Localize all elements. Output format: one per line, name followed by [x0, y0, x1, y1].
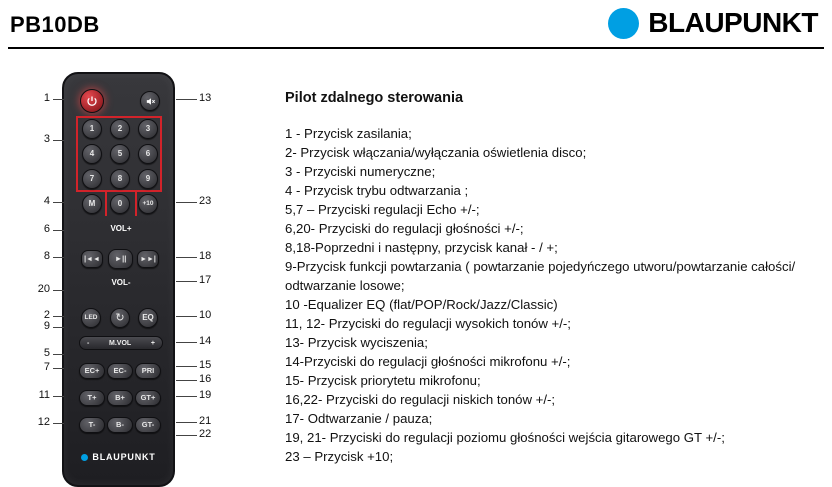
- callout-line: [53, 396, 64, 397]
- num-0-button[interactable]: 0: [110, 194, 130, 214]
- description-item: 19, 21- Przyciski do regulacji poziomu głośności wejścia gitarowego GT +/-;: [285, 430, 725, 445]
- blaupunkt-dot-icon: [81, 454, 88, 461]
- guitar-plus-button[interactable]: GT+: [135, 390, 161, 406]
- plus10-button[interactable]: +10: [138, 194, 158, 214]
- bass-plus-button[interactable]: B+: [107, 390, 133, 406]
- description-item: 2- Przycisk włączania/wyłączania oświetlenia disco;: [285, 145, 587, 160]
- description-item: 8,18-Poprzedni i następny, przycisk kanał - / +;: [285, 240, 558, 255]
- num-4-button[interactable]: 4: [82, 144, 102, 164]
- description-item: 5,7 – Przyciski regulacji Echo +/-;: [285, 202, 480, 217]
- description-item: 13- Przycisk wyciszenia;: [285, 335, 428, 350]
- callout-line: [176, 396, 197, 397]
- callout-line: [176, 342, 197, 343]
- callout-4: 4: [43, 195, 50, 207]
- callout-line: [53, 327, 64, 328]
- description-item: 17- Odtwarzanie / pauza;: [285, 411, 433, 426]
- blaupunkt-dot-icon: [608, 8, 639, 39]
- callout-16: 16: [199, 373, 212, 385]
- power-icon: [86, 95, 98, 107]
- volume-down-button[interactable]: VOL-: [101, 278, 141, 287]
- description-item: 4 - Przycisk trybu odtwarzania ;: [285, 183, 469, 198]
- led-button[interactable]: LED: [81, 308, 101, 328]
- remote-brand-text: BLAUPUNKT: [92, 452, 156, 462]
- callout-7: 7: [43, 361, 50, 373]
- treble-minus-button[interactable]: T-: [79, 417, 105, 433]
- guitar-minus-button[interactable]: GT-: [135, 417, 161, 433]
- callout-line: [53, 230, 64, 231]
- description-item: 10 -Equalizer EQ (flat/POP/Rock/Jazz/Classic): [285, 297, 558, 312]
- num-1-button[interactable]: 1: [82, 119, 102, 139]
- callout-line: [53, 423, 64, 424]
- priority-button[interactable]: PRI: [135, 363, 161, 379]
- callout-10: 10: [199, 309, 212, 321]
- echo-plus-button[interactable]: EC+: [79, 363, 105, 379]
- mute-speaker-icon: [145, 96, 156, 107]
- description-panel: [285, 90, 825, 466]
- callout-13: 13: [199, 92, 212, 104]
- treble-plus-button[interactable]: T+: [79, 390, 105, 406]
- callout-line: [176, 380, 197, 381]
- remote-brand-logo: [64, 452, 173, 462]
- brand-name: BLAUPUNKT: [648, 7, 818, 38]
- page-title: PB10DB: [10, 12, 100, 37]
- mic-volume-minus-label: -: [87, 339, 90, 347]
- callout-14: 14: [199, 335, 212, 347]
- callout-line: [176, 422, 197, 423]
- description-item: 23 – Przycisk +10;: [285, 449, 394, 464]
- callout-6: 6: [43, 223, 50, 235]
- echo-minus-button[interactable]: EC-: [107, 363, 133, 379]
- callout-1: 1: [43, 92, 50, 104]
- callout-line: [53, 202, 64, 203]
- mic-volume-rocker[interactable]: [79, 336, 163, 350]
- callout-line: [53, 99, 64, 100]
- mic-volume-label: M.VOL: [109, 339, 132, 347]
- repeat-button[interactable]: ↻: [110, 308, 130, 328]
- remote-control: [62, 72, 175, 487]
- callout-2: 2: [43, 309, 50, 321]
- description-item: 11, 12- Przyciski do regulacji wysokich tonów +/-;: [285, 316, 571, 331]
- callout-19: 19: [199, 389, 212, 401]
- previous-track-button[interactable]: |◄◄: [81, 250, 103, 268]
- next-track-button[interactable]: ►►|: [137, 250, 159, 268]
- callout-23: 23: [199, 195, 212, 207]
- description-item: 6,20- Przyciski do regulacji głośności +/-;: [285, 221, 524, 236]
- num-9-button[interactable]: 9: [138, 169, 158, 189]
- num-7-button[interactable]: 7: [82, 169, 102, 189]
- brand-logo: [608, 7, 818, 39]
- header-divider: [8, 47, 824, 49]
- description-item: 16,22- Przyciski do regulacji niskich tonów +/-;: [285, 392, 556, 407]
- description-item: 15- Przycisk priorytetu mikrofonu;: [285, 373, 481, 388]
- num-8-button[interactable]: 8: [110, 169, 130, 189]
- play-pause-button[interactable]: ►||: [108, 249, 133, 269]
- callout-20: 20: [37, 283, 50, 295]
- callout-line: [53, 140, 64, 141]
- callout-17: 17: [199, 274, 212, 286]
- volume-up-button[interactable]: VOL+: [101, 224, 141, 233]
- power-button[interactable]: [80, 89, 104, 113]
- callout-line: [176, 435, 197, 436]
- description-item: 3 - Przyciski numeryczne;: [285, 164, 436, 179]
- callout-line: [53, 257, 64, 258]
- num-6-button[interactable]: 6: [138, 144, 158, 164]
- callout-line: [53, 290, 64, 291]
- callout-8: 8: [43, 250, 50, 262]
- description-title: Pilot zdalnego sterowania: [285, 90, 464, 106]
- highlight-line-left: [105, 192, 107, 216]
- callout-line: [176, 366, 197, 367]
- callout-3: 3: [43, 133, 50, 145]
- bass-minus-button[interactable]: B-: [107, 417, 133, 433]
- callout-line: [176, 281, 197, 282]
- description-item: 14-Przyciski do regulacji głośności mikrofonu +/-;: [285, 354, 571, 369]
- callout-line: [53, 316, 64, 317]
- callout-line: [176, 99, 197, 100]
- callout-line: [53, 368, 64, 369]
- callout-line: [53, 354, 64, 355]
- num-2-button[interactable]: 2: [110, 119, 130, 139]
- callout-15: 15: [199, 359, 212, 371]
- description-item: 9-Przycisk funkcji powtarzania ( powtarzanie pojedyńczego utworu/powtarzanie całości/ odtwarzanie losowe;: [285, 259, 796, 293]
- callout-18: 18: [199, 250, 212, 262]
- callout-12: 12: [37, 416, 50, 428]
- callout-21: 21: [199, 415, 212, 427]
- callout-line: [176, 316, 197, 317]
- callout-line: [176, 257, 197, 258]
- num-3-button[interactable]: 3: [138, 119, 158, 139]
- callout-5: 5: [43, 347, 50, 359]
- num-5-button[interactable]: 5: [110, 144, 130, 164]
- description-item: 1 - Przycisk zasilania;: [285, 126, 412, 141]
- callout-9: 9: [43, 320, 50, 332]
- eq-button[interactable]: EQ: [138, 308, 158, 328]
- callout-line: [176, 202, 197, 203]
- mode-button[interactable]: M: [82, 194, 102, 214]
- mic-volume-plus-label: +: [150, 339, 155, 347]
- callout-22: 22: [199, 428, 212, 440]
- callout-11: 11: [38, 389, 50, 401]
- mute-button[interactable]: [140, 91, 160, 111]
- highlight-line-right: [135, 192, 137, 216]
